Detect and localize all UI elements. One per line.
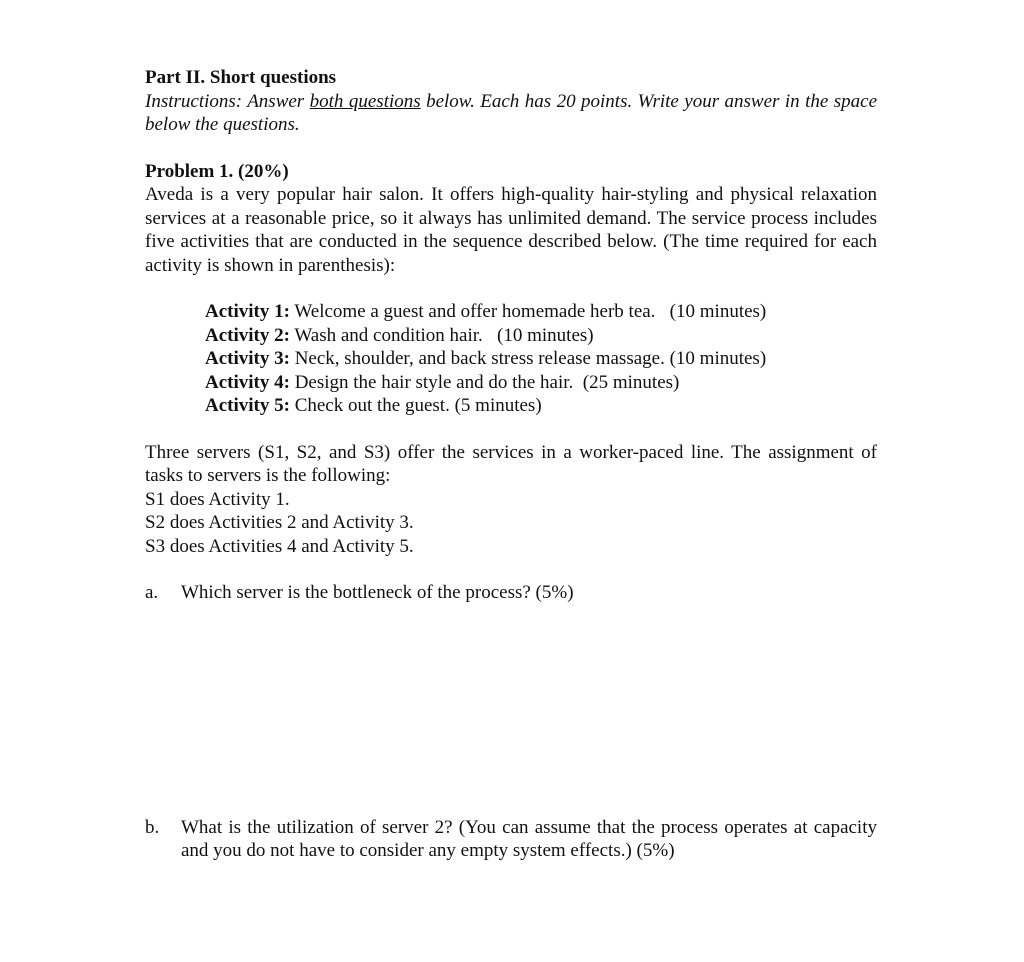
activity-text: Wash and condition hair. (10 minutes) xyxy=(289,324,594,346)
activity-label: Activity 5: xyxy=(205,395,290,416)
activity-list xyxy=(205,300,877,418)
activity-text: Welcome a guest and offer homemade herb tea. (10 minutes) xyxy=(289,301,767,322)
assignment-s1: S1 does Activity 1. xyxy=(145,488,290,510)
activity-item-1 xyxy=(205,300,877,324)
problem-title: Problem 1. (20%) xyxy=(145,160,289,182)
instructions xyxy=(145,90,877,137)
activity-item-4 xyxy=(205,371,877,395)
part-title: Part II. Short questions xyxy=(145,67,337,88)
activity-item-5 xyxy=(205,394,877,418)
activity-label: Activity 4: xyxy=(205,371,290,393)
activity-label: Activity 3: xyxy=(205,348,290,369)
activity-label: Activity 2: xyxy=(205,324,290,346)
servers-intro: Three servers (S1, S2, and S3) offer the services in a worker-paced line. The assignment of tasks to servers is the following: xyxy=(145,441,877,486)
instructions-pre: Instructions: Answer xyxy=(145,90,310,112)
question-letter: b. xyxy=(145,816,160,838)
activity-text: Design the hair style and do the hair. (25 minutes) xyxy=(289,371,680,393)
question-b xyxy=(145,816,877,863)
activity-text: Neck, shoulder, and back stress release massage. (10 minutes) xyxy=(289,348,767,369)
server-assignment-block xyxy=(145,441,877,559)
activity-label: Activity 1: xyxy=(205,301,290,322)
activity-item-3 xyxy=(205,347,877,371)
document-page xyxy=(145,66,877,863)
assignment-s2: S2 does Activities 2 and Activity 3. xyxy=(145,512,414,533)
assignment-s3: S3 does Activities 4 and Activity 5. xyxy=(145,535,414,557)
activity-text: Check out the guest. (5 minutes) xyxy=(289,395,542,416)
question-letter: a. xyxy=(145,582,159,603)
activity-item-2 xyxy=(205,324,877,348)
instructions-post: below. Each has 20 points. Write your answer in the space below the questions. xyxy=(145,90,878,135)
instructions-emphasis: both questions xyxy=(309,90,421,112)
question-text: What is the utilization of server 2? (You can assume that the process operates at capacity and you do not have to consider any empty system effects.) (5%) xyxy=(181,816,877,861)
question-text: Which server is the bottleneck of the process? (5%) xyxy=(181,582,574,603)
question-a xyxy=(145,581,877,605)
problem-description: Aveda is a very popular hair salon. It offers high-quality hair-styling and physical relaxation services at a reasonable price, so it always has unlimited demand. The service process includes five activities that are conducted in the sequence described below. (The time required for each activity is shown in parenthesis): xyxy=(145,184,877,276)
